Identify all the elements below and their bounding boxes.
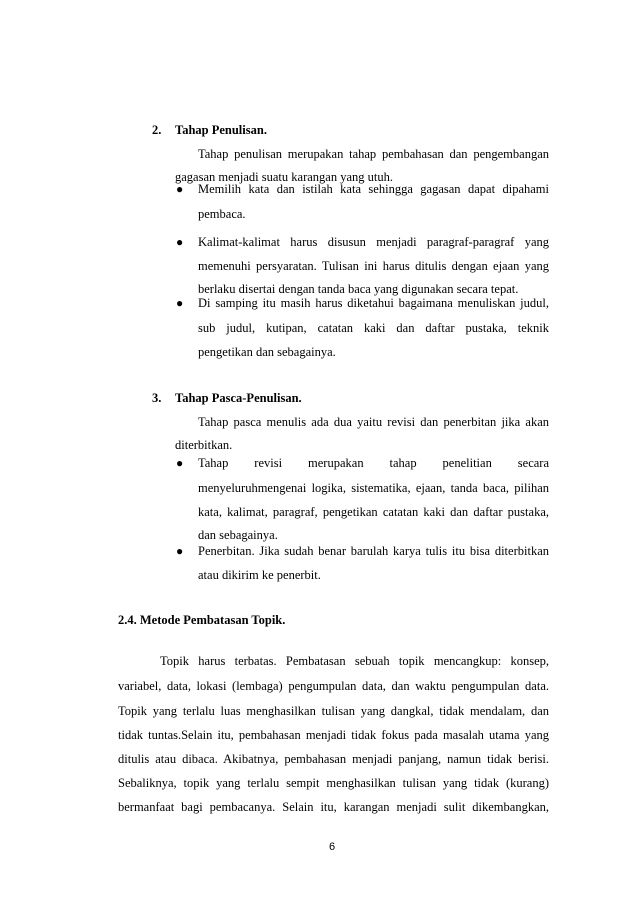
- section-2-heading: Tahap Penulisan.: [175, 123, 267, 137]
- s2-bullet-3-line-3: pengetikan dan sebagainya.: [198, 345, 336, 359]
- paragraph-line-3: Topik yang terlalu luas menghasilkan tulisan yang dangkal, tidak mendalam, dan: [118, 704, 549, 718]
- paragraph-line-4: tidak tuntas.Selain itu, pembahasan menjadi tidak fokus pada masalah utama yang: [118, 728, 549, 742]
- section-3-heading: Tahap Pasca-Penulisan.: [175, 391, 302, 405]
- s3-bullet-1-line-2: menyeluruhmengenai logika, sistematika, ejaan, tanda baca, pilihan: [198, 481, 549, 495]
- bullet-icon: ●: [176, 296, 184, 310]
- paragraph-line-2: variabel, data, lokasi (lembaga) pengumpulan data, dan waktu pengumpulan data.: [118, 679, 549, 693]
- paragraph-line-1: Topik harus terbatas. Pembatasan sebuah topik mencangkup: konsep,: [160, 654, 549, 668]
- bullet-icon: ●: [176, 182, 184, 196]
- section-3-intro-line-1: Tahap pasca menulis ada dua yaitu revisi dan penerbitan jika akan: [198, 415, 549, 429]
- bullet-icon: ●: [176, 544, 184, 558]
- paragraph-line-7: bermanfaat bagi pembacanya. Selain itu, karangan menjadi sulit dikembangkan,: [118, 800, 549, 814]
- s2-bullet-3-line-1: Di samping itu masih harus diketahui bagaimana menuliskan judul,: [198, 296, 549, 310]
- s2-bullet-2-line-2: memenuhi persyaratan. Tulisan ini harus ditulis dengan ejaan yang: [198, 259, 549, 273]
- bullet-icon: ●: [176, 235, 184, 249]
- section-3-number: 3.: [152, 391, 162, 405]
- section-2-4-heading: 2.4. Metode Pembatasan Topik.: [118, 613, 286, 627]
- section-2-intro-line-2: gagasan menjadi suatu karangan yang utuh.: [175, 170, 393, 184]
- section-3-intro-line-2: diterbitkan.: [175, 438, 233, 452]
- paragraph-line-6: Sebaliknya, topik yang terlalu sempit menghasilkan tulisan yang tidak (kurang): [118, 776, 549, 790]
- s3-bullet-1-line-3: kata, kalimat, paragraf, pengetikan catatan kaki dan daftar pustaka,: [198, 505, 549, 519]
- section-2-number: 2.: [152, 123, 162, 137]
- s3-bullet-1-line-4: dan sebagainya.: [198, 528, 278, 542]
- s2-bullet-2-line-3: berlaku disertai dengan tanda baca yang digunakan secara tepat.: [198, 282, 519, 296]
- s2-bullet-1-line-2: pembaca.: [198, 207, 246, 221]
- page-number: 6: [329, 841, 336, 853]
- s3-bullet-2-line-1: Penerbitan. Jika sudah benar barulah karya tulis itu bisa diterbitkan: [198, 544, 549, 558]
- s3-bullet-1-line-1: Tahap revisi merupakan tahap penelitian secara: [198, 456, 549, 470]
- s2-bullet-2-line-1: Kalimat-kalimat harus disusun menjadi paragraf-paragraf yang: [198, 235, 549, 249]
- paragraph-line-5: ditulis atau dibaca. Akibatnya, pembahasan menjadi panjang, namun tidak berisi.: [118, 752, 549, 766]
- s3-bullet-2-line-2: atau dikirim ke penerbit.: [198, 568, 321, 582]
- section-2-intro-line-1: Tahap penulisan merupakan tahap pembahasan dan pengembangan: [198, 147, 549, 161]
- bullet-icon: ●: [176, 456, 184, 470]
- s2-bullet-3-line-2: sub judul, kutipan, catatan kaki dan daftar pustaka, teknik: [198, 321, 549, 335]
- s2-bullet-1-line-1: Memilih kata dan istilah kata sehingga gagasan dapat dipahami: [198, 182, 549, 196]
